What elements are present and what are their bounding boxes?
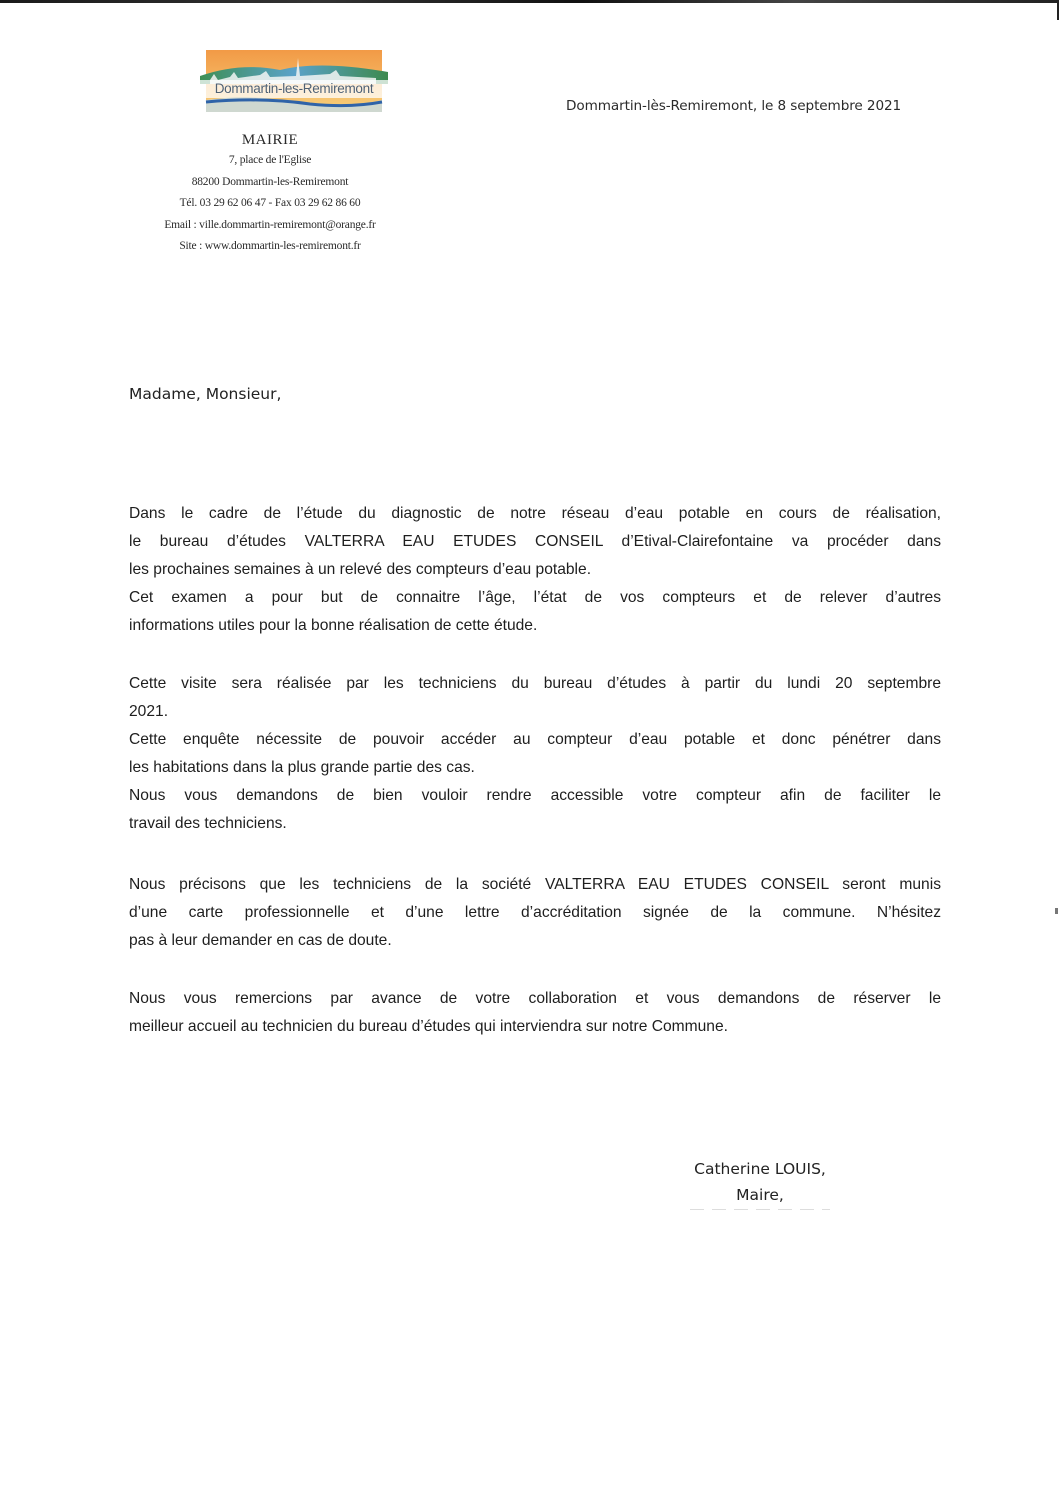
paragraph-line: informations utiles pour la bonne réalisation de cette étude.: [129, 617, 538, 634]
mairie-website: Site : www.dommartin-les-remiremont.fr: [179, 240, 361, 252]
salutation: Madame, Monsieur,: [129, 385, 282, 403]
paragraph-3: [129, 871, 941, 955]
signatory-name: Catherine LOUIS,: [694, 1160, 826, 1178]
paragraph-line: le bureau d’études VALTERRA EAU ETUDES CONSEIL d’Etival-Clairefontaine va procéder dans: [129, 533, 941, 550]
paragraph-line: d’une carte professionnelle et d’une lettre d’accréditation signée de la commune. N’hésitez: [129, 904, 941, 921]
signature-line: [690, 1209, 830, 1210]
paragraph-line: Nous précisons que les techniciens de la société VALTERRA EAU ETUDES CONSEIL seront munis: [129, 876, 941, 893]
scan-mark: [1055, 908, 1058, 914]
mairie-title: MAIRIE: [241, 132, 299, 148]
paragraph-4: [129, 985, 941, 1041]
paragraph-2: [129, 670, 941, 838]
paragraph-line: Nous vous remercions par avance de votre collaboration et vous demandons de réserver le: [129, 990, 941, 1007]
mairie-address: 7, place de l'Eglise: [228, 154, 312, 166]
mairie-email: Email : ville.dommartin-remiremont@orange.fr: [164, 218, 376, 231]
paragraph-line: meilleur accueil au technicien du bureau d’études qui interviendra sur notre Commune.: [129, 1018, 728, 1035]
paragraph-line: Cette enquête nécessite de pouvoir accéder au compteur d’eau potable et donc pénétrer dans: [129, 731, 941, 748]
paragraph-line: pas à leur demander en cas de doute.: [129, 932, 392, 949]
mairie-phone-fax: Tél. 03 29 62 06 47 - Fax 03 29 62 86 60: [179, 197, 361, 209]
paragraph-line: les habitations dans la plus grande partie des cas.: [129, 759, 475, 776]
paragraph-line: Cet examen a pour but de connaitre l’âge, l’état de vos compteurs et de relever d’autres: [129, 589, 941, 606]
town-logo: [200, 50, 388, 112]
letter-date: Dommartin-lès-Remiremont, le 8 septembre 2021: [566, 98, 902, 114]
logo-town-name: Dommartin-les-Remiremont: [214, 81, 374, 96]
paragraph-line: 2021.: [129, 703, 169, 720]
paragraph-line: Cette visite sera réalisée par les techniciens du bureau d’études à partir du lundi 20 septembre: [129, 675, 941, 692]
paragraph-line: les prochaines semaines à un relevé des compteurs d’eau potable.: [129, 561, 592, 578]
signatory-title: Maire,: [736, 1186, 784, 1204]
paragraph-1: [129, 500, 941, 640]
paragraph-line: Dans le cadre de l’étude du diagnostic de notre réseau d’eau potable en cours de réalisation,: [129, 505, 941, 522]
signature-block: [660, 1156, 860, 1208]
paragraph-line: Nous vous demandons de bien vouloir rendre accessible votre compteur afin de faciliter le: [129, 787, 941, 804]
paragraph-line: travail des techniciens.: [129, 815, 287, 832]
scan-edge-top: [0, 0, 1059, 3]
mairie-city: 88200 Dommartin-les-Remiremont: [191, 175, 349, 188]
mairie-address-block: [130, 130, 410, 258]
